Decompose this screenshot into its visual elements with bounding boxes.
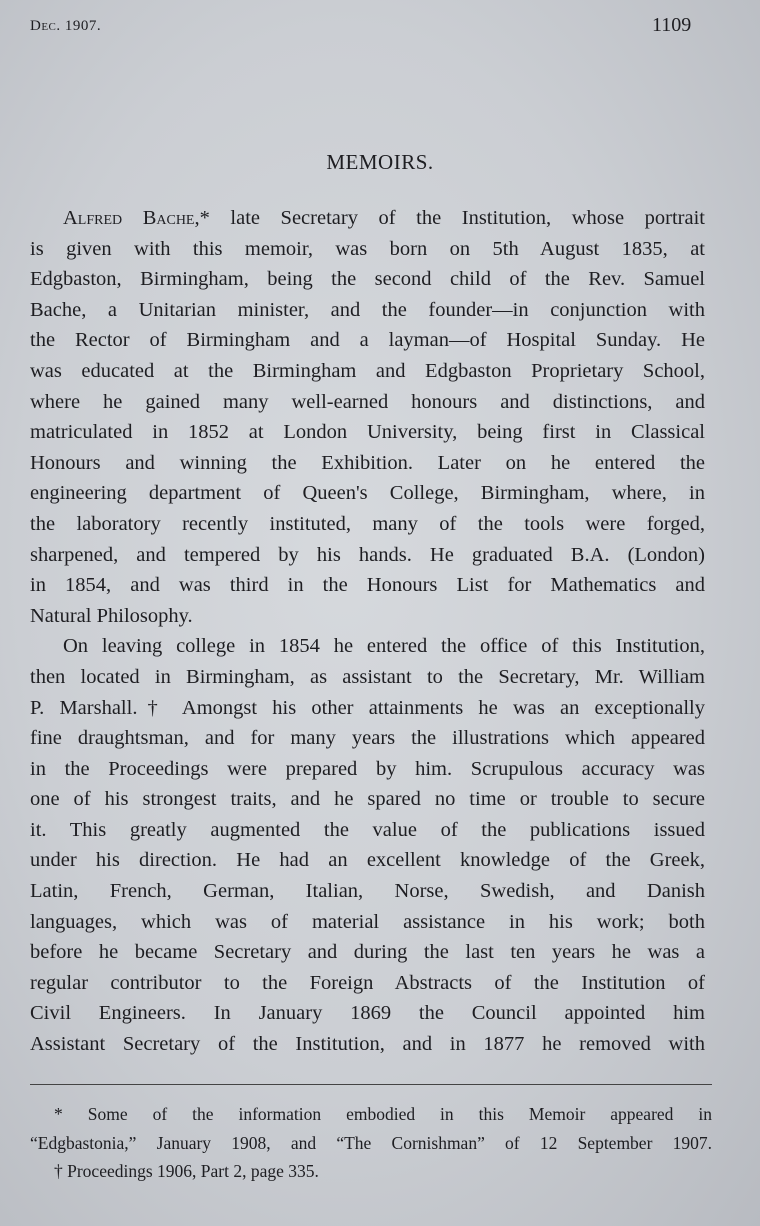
memoir-body — [30, 203, 705, 1060]
text-line — [30, 203, 705, 234]
text-line: languages, which was of material assistance in his work; both — [30, 910, 705, 933]
text-line: where he gained many well-earned honours and distinctions, and — [30, 390, 705, 413]
text-line: one of his strongest traits, and he spared no time or trouble to secure — [30, 788, 705, 811]
text-line: then located in Birmingham, as assistant to the Secretary, Mr. William — [30, 665, 705, 688]
footnotes — [30, 1100, 712, 1186]
page-number: 1109 — [652, 14, 692, 36]
text-line: Latin, French, German, Italian, Norse, Swedish, and Danish — [30, 880, 705, 903]
text-line: fine draughtsman, and for many years the illustrations which appeared — [30, 727, 705, 750]
text-line: Natural Philosophy. — [30, 604, 193, 627]
text-line: it. This greatly augmented the value of the publications issued — [30, 818, 705, 841]
text-line: in the Proceedings were prepared by him. Scrupulous accuracy was — [30, 757, 705, 780]
text-line: Assistant Secretary of the Institution, and in 1877 he removed with — [30, 1033, 705, 1056]
section-title: MEMOIRS. — [326, 150, 434, 174]
text-line: the laboratory recently instituted, many of the tools were forged, — [30, 512, 705, 535]
footnote-line: “Edgbastonia,” January 1908, and “The Cornishman” of 12 September 1907. — [30, 1132, 712, 1153]
lead-name: Alfred Bache, — [63, 207, 200, 229]
text-line: P. Marshall.† Amongst his other attainments he was an exceptionally — [30, 696, 705, 719]
paragraph-1 — [30, 203, 705, 631]
text-line: engineering department of Queen's College, Birmingham, where, in — [30, 482, 705, 505]
text-line: the Rector of Birmingham and a layman—of Hospital Sunday. He — [30, 329, 705, 352]
footnote-line: † Proceedings 1906, Part 2, page 335. — [54, 1161, 319, 1181]
text-line: Edgbaston, Birmingham, being the second child of the Rev. Samuel — [30, 268, 705, 291]
running-header-date: Dec. 1907. — [30, 18, 102, 34]
text-line: before he became Secretary and during the last ten years he was a — [30, 941, 705, 964]
text-line: in 1854, and was third in the Honours List for Mathematics and — [30, 574, 705, 597]
text-line: is given with this memoir, was born on 5th August 1835, at — [30, 237, 705, 260]
text-line: sharpened, and tempered by his hands. He graduated B.A. (London) — [30, 543, 705, 566]
text-line: Bache, a Unitarian minister, and the founder—in conjunction with — [30, 298, 705, 321]
footnote-rule — [30, 1084, 712, 1085]
text-line: On leaving college in 1854 he entered the office of this Institution, — [63, 635, 705, 658]
text-line-rest: * late Secretary of the Institution, whose portrait — [199, 207, 705, 229]
text-line: matriculated in 1852 at London University, being first in Classical — [30, 421, 705, 444]
text-line: regular contributor to the Foreign Abstracts of the Institution of — [30, 971, 705, 994]
text-line: was educated at the Birmingham and Edgbaston Proprietary School, — [30, 359, 705, 382]
text-line: under his direction. He had an excellent knowledge of the Greek, — [30, 849, 705, 872]
paragraph-2 — [30, 631, 705, 1059]
text-line: Civil Engineers. In January 1869 the Council appointed him — [30, 1002, 705, 1025]
footnote-line: * Some of the information embodied in this Memoir appeared in — [54, 1104, 712, 1124]
text-line: Honours and winning the Exhibition. Later on he entered the — [30, 451, 705, 474]
